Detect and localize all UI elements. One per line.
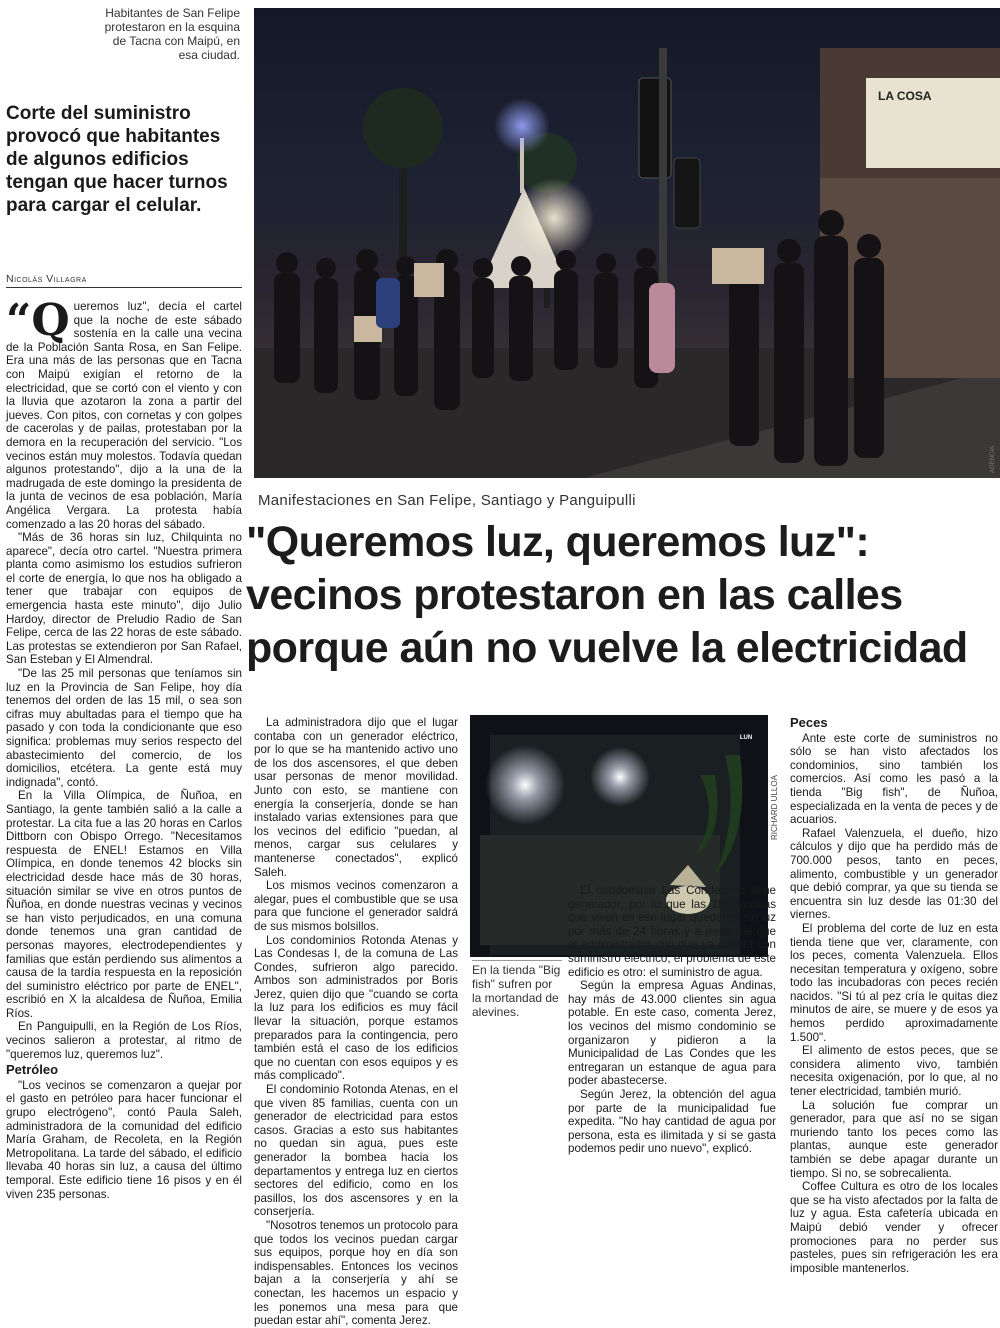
paragraph: Según Jerez, la obtención del agua por parte de la municipalidad fue expedita. "No hay cantidad de agua por persona, esta es ilimitada y si se gasta podemos pedir uno nuevo", explicó. <box>568 1087 776 1156</box>
palm-crown <box>363 88 443 168</box>
paragraph: "Más de 36 horas sin luz, Chilquinta no aparece", decía otro cartel. "Nuestra primera planta como asimismo los estudios sufrieron el corte de energía, lo que nos ha obligado a tener que trabajar con equipos de emergencia hasta este minuto", dijo Julio Hardoy, director de Preludio Radio de San Felipe, cerca de las 22 horas de este sábado. Las protestas se extendieron por San Rafael, San Esteban y El Almendral. <box>6 531 242 667</box>
person-blue-jacket <box>376 278 400 328</box>
paragraph: Ante este corte de suministros no sólo se han visto afectados los condominios, sino también los comercios. Así como les pasó a la tienda "Big fish", de Ñuñoa, especializada en la venta de peces y de acuarios. <box>790 731 998 827</box>
flashlight-glow <box>590 747 650 807</box>
main-photo-protest <box>254 8 1000 478</box>
paragraph: "Los vecinos se comenzaron a quejar por el gasto en petróleo para hacer funcionar el grupo electrógeno", contó Paula Saleh, administradora de la comunidad del edificio María Graham, de Recoleta, en la Región Metropolitana. La tarde del sábado, el edificio llevaba 40 horas sin luz, a causa del último temporal. Este edificio tiene 16 pisos y en él viven 235 personas. <box>6 1078 242 1201</box>
paragraph: La solución fue comprar un generador, para que así no se sigan muriendo tanto los peces como las plantas, aunque este generador también se debe apagar durante un tiempo. Si no, se sobrecalienta. <box>790 1098 998 1180</box>
street-light-glow <box>514 178 594 258</box>
caption-rule <box>472 960 562 961</box>
paragraph: El condominio Las Condes no tiene generador, por lo que las 160 familias que viven en ese lugar quedaron sin luz por más de 24 horas y a pesar de que el administrador dijo que ya cuenta con suministro eléctrico, el problema de este edificio es otro: el suministro de agua. <box>568 884 776 979</box>
article-column-left <box>6 295 242 1232</box>
paragraph: Coffee Cultura es otro de los locales que se ha visto afectados por la falta de luz y agua. Esta cafetería ubicada en Maipú debió vender y ofrecer promociones para no perder sus pasteles, pues sin refrigeración les era imposible mantenerlos. <box>790 1180 998 1275</box>
fish-photo-credit: RICHARD ULLOA <box>770 775 779 840</box>
shop-sign-text: LA COSA <box>878 89 932 103</box>
paragraph: "Nosotros tenemos un protocolo para que todos los vecinos puedan cargar sus equipos, porque hoy en día son indispensables. Entonces los vecinos bajan a la conserjería y ahí se conectan, les hacemos un espacio y les ponemos una mesa para que puedan estar ahí", comenta Jerez. <box>254 1218 458 1328</box>
traffic-light <box>674 158 700 228</box>
paragraph: Rafael Valenzuela, el dueño, hizo cálculos y dijo que ha perdido más de 700.000 pesos, tanto en peces, alimento, combustible y un generador que debió comprar, ya que su tienda se encuentra sin luz desde las 01:30 del viernes. <box>790 826 998 922</box>
article-column-2 <box>254 716 458 1328</box>
paragraph: El condominio Rotonda Atenas, en el que viven 85 familias, cuenta con un generador de electricidad para estos casos. Gracias a esto sus habitantes no quedan sin agua, pues este generador la bombea hacia los departamentos y entrega luz en ciertos sectores del edificio, como en los pasillos, los dos ascensores y en la conserjería. <box>254 1083 458 1219</box>
article-column-4 <box>790 714 998 1275</box>
fish-photo-caption: En la tienda "Big fish" sufren por la mortandad de alevines. <box>472 963 561 1019</box>
lun-badge-text: LUN <box>739 735 753 741</box>
subhead-petroleo: Petróleo <box>6 1062 59 1078</box>
paragraph: En Panguipulli, en la Región de Los Ríos, vecinos salieron a protestar, al ritmo de "queremos luz, queremos luz". <box>6 1020 242 1061</box>
article-deck: Corte del suministro provocó que habitantes de algunos edificios tengan que hacer turnos para cargar el celular. <box>6 103 228 216</box>
paragraph: En la Villa Olímpica, de Ñuñoa, en Santiago, la gente también salió a la calle a protestar. La cita fue a las 20 horas en Carlos Dittborn con Obispo Orrego. "Necesitamos respuesta de ENEL! Estamos en Villa Olímpica, en donde tenemos 42 blocks sin electricidad desde hace más de 30 horas, situación similar se vive en otros puntos de Ñuñoa, en donde nuestras vecinas y vecinos se han visto perjudicados, en una comuna donde tenemos una gran cantidad de personas mayores, electrodependientes y familias que están perdiendo sus alimentos a causa de la tardía respuesta en la reposición del suministro eléctrico por parte de ENEL", escribió en X la alcaldesa de Ñuñoa, Emilia Ríos. <box>6 789 242 1020</box>
paragraph: Según la empresa Aguas Andinas, hay más de 43.000 clientes sin agua potable. En este caso, comenta Jerez, los vecinos del mismo condominio se organizaron y pidieron a la Municipalidad de Las Condes que les entregaran un estanque de agua para poder abastecerse. <box>568 979 776 1088</box>
photo-credit: AGENCIA <box>990 445 996 473</box>
blue-light <box>494 98 550 154</box>
headline: "Queremos luz, queremos luz": vecinos protestaron en las calles porque aún no vuelve la electricidad <box>246 518 968 672</box>
paragraph: Los condominios Rotonda Atenas y Las Condesas I, de la comuna de Las Condes, sufrieron algo parecido. Ambos son administrados por Boris Jerez, quien dijo que "cuando se corta la luz para los edificios es muy fácil llevar la situación, porque estamos preparados para la contingencia, pero también está el caso de los edificios que no cuentan con esos equipos y es más complicado". <box>254 933 458 1083</box>
photo-caption-top: Habitantes de San Felipe protestaron en la esquina de Tacna con Maipú, en esa ciudad. <box>104 6 240 62</box>
paragraph: "De las 25 mil personas que teníamos sin luz en la Provincia de San Felipe, hoy día tenemos del orden de las 15 mil, o sea son cifras muy abultadas para el tiempo que ha pasado y con toda la condicionante que eso significa: problemas muy serios respecto del abastecimiento del comercio, de los domicilios, etcétera. La gente está muy indignada", contó. <box>6 667 242 789</box>
byline: Nicolás Villagra <box>6 273 242 288</box>
paragraph: “Q ueremos luz", decía el cartel que la noche de este sábado sostenía en la calle una vecina de la Población Santa Rosa, en San Felipe. Era una más de las personas que en Tacna con Maipú exigían el retorno de la electricidad, que se cortó con el viento y con la lluvia que azotaron la zona a partir del jueves. Con pitos, con cornetas y con golpes de cacerolas y de pailas, protestaban por la demora en la recuperación del servicio. "Los vecinos están muy molestos. Todavía quedan algunos protestando", dijo a la una de la madrugada de este domingo la presidenta de la junta de vecinos de esa población, María Angélica Vergara. La protesta había comenzado a las 20 horas del sábado. <box>6 295 242 531</box>
subhead-peces: Peces <box>790 715 828 730</box>
paragraph: El problema del corte de luz en esta tienda tiene que ver, claramente, con los peces, comenta Valenzuela. Ellos necesitan temperatura y oxígeno, sobre todo las incubadoras con peces recién nacidos. "Si tú al pez cría le quitas diez minutos de aire, se muere y de esos ya hemos perdido aproximadamente 1.500". <box>790 921 998 1044</box>
paragraph: La administradora dijo que el lugar contaba con un generador eléctrico, por lo que se ha mantenido activo uno de los dos ascensores, el que deben usar personas de menor movilidad. Junto con esto, se mantiene con energía la conserjería, donde se han instalado varias extensiones para que los vecinos del edificio "puedan, al menos, cargar sus celulares y mantenerse conectados", explicó Saleh. <box>254 716 458 879</box>
protest-scene-illustration <box>254 8 1000 478</box>
person-pink-jacket <box>649 283 675 373</box>
paragraph: El alimento de estos peces, que se considera alimento vivo, también necesita oxigenación, por lo que, al no tener electricidad, también murió. <box>790 1044 998 1099</box>
kicker: Manifestaciones en San Felipe, Santiago y Panguipulli <box>258 492 636 509</box>
paragraph: Los mismos vecinos comenzaron a alegar, pues el combustible que se usa para que funcione el generador saldrá de sus mismos bolsillos. <box>254 879 458 933</box>
drop-cap: “Q <box>6 295 70 346</box>
article-column-3 <box>568 884 776 1234</box>
flashlight-glow <box>485 745 565 825</box>
